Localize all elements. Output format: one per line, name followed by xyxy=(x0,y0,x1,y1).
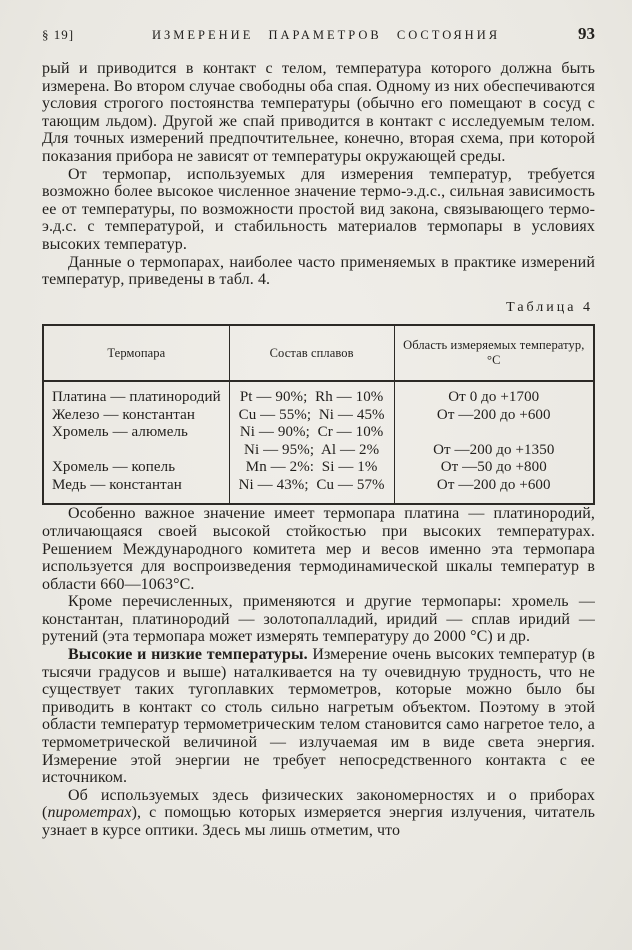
paragraph-table-intro: Данные о термопарах, наиболее часто применяемых в практике измерений температур, приведены в табл. 4. xyxy=(42,253,595,289)
column-header-thermocouple: Термопара xyxy=(43,325,229,381)
table-body xyxy=(43,381,594,504)
paragraph-thermocouple-requirements: От термопар, используемых для измерения температур, требуется возможно более высокое численное значение термо-э.д.с., сильная зависимость ее от температуры, по возможности простой вид закона, связывающего термо-э.д.с. с температурой, и стабильность материалов термопары в условиях высоких температур. xyxy=(42,165,595,253)
column-header-alloy-composition: Состав сплавов xyxy=(229,325,394,381)
cell-temperature-range: От —200 до +600 xyxy=(394,477,594,505)
cell-alloy-composition: Cu — 55%; Ni — 45% xyxy=(229,407,394,425)
cell-alloy-composition: Ni — 90%; Cr — 10% xyxy=(229,424,394,442)
cell-alloy-composition: Pt — 90%; Rh — 10% xyxy=(229,381,394,407)
paragraph-lead-rest: Измерение очень высоких температур (в тысячи градусов и выше) наталкивается на ту очевидную трудность, что не существует таких тугоплавких термометров, которые можно было бы приводить в контакт со столь сильно нагретым объектом. Поэтому в этой области температур термометрическим телом становится само нагретое тело, а термометрической величиной — излучаемая им в виде света энергия. Измерение этой энергии не требует непосредственного контакта с ее источником. xyxy=(42,646,595,787)
table-row xyxy=(43,407,594,425)
paragraph-high-low-temperatures xyxy=(42,646,595,787)
paragraph-pyrometers xyxy=(42,787,595,840)
table-row xyxy=(43,459,594,477)
table-header xyxy=(43,325,594,381)
cell-thermocouple-name xyxy=(43,442,229,460)
paragraph-continuation: рый и приводится в контакт с телом, температура которого должна быть измерена. Во втором случае свободны оба спая. Одному из них обеспечиваются условия строгого постоянства температуры (обычно его помещают в сосуд с тающим льдом). Другой же спай приводится в контакт с исследуемым телом. Для точных измерений предпочтительнее, конечно, вторая схема, при которой показания прибора не зависят от температуры окружающей среды. xyxy=(42,60,595,165)
pyrometers-italic-word: пирометрах xyxy=(47,804,132,822)
cell-temperature-range: От 0 до +1700 xyxy=(394,381,594,407)
running-head xyxy=(42,24,595,44)
paragraph-platinum-rhodium: Особенно важное значение имеет термопара платина — платинородий, отличающаяся своей высокой стойкостью при высоких температурах. Решением Международного комитета мер и весов именно эта термопара используется для воспроизведения термодинамической шкалы температур в области 660—1063°С. xyxy=(42,505,595,593)
paragraph-lead-bold: Высокие и низкие температуры. xyxy=(68,646,308,664)
page-body xyxy=(42,60,595,840)
page-number: 93 xyxy=(577,24,595,43)
pyrometers-text-post: ), с помощью которых измеряется энергия излучения, читатель узнает в курсе оптики. Здесь мы лишь отметим, что xyxy=(42,804,595,839)
cell-temperature-range: От —200 до +600 xyxy=(394,407,594,425)
cell-alloy-composition: Mn — 2%: Si — 1% xyxy=(229,459,394,477)
table-label: Таблица 4 xyxy=(506,299,593,315)
table-row xyxy=(43,424,594,442)
cell-alloy-composition: Ni — 95%; Al — 2% xyxy=(229,442,394,460)
thermocouple-table xyxy=(42,324,595,505)
pyrometers-text-pre: Об используемых здесь физических закономерностях и о приборах ( xyxy=(42,786,595,822)
table-row xyxy=(43,442,594,460)
cell-thermocouple-name: Платина — платинородий xyxy=(52,389,221,406)
cell-thermocouple-name: Медь — константан xyxy=(52,476,182,493)
table-row xyxy=(43,381,594,407)
cell-thermocouple-name: Железо — константан xyxy=(52,406,195,423)
cell-thermocouple-name: Хромель — алюмель xyxy=(52,424,188,441)
cell-temperature-range xyxy=(394,424,594,442)
cell-temperature-range: От —200 до +1350 xyxy=(394,442,594,460)
cell-temperature-range: От —50 до +800 xyxy=(394,459,594,477)
table-row xyxy=(43,477,594,505)
running-title: ИЗМЕРЕНИЕ ПАРАМЕТРОВ СОСТОЯНИЯ xyxy=(152,28,501,42)
cell-thermocouple-name: Хромель — копель xyxy=(52,459,176,476)
paragraph-other-thermocouples: Кроме перечисленных, применяются и другие термопары: хромель — константан, платинородий — золотопалладий, иридий — сплав иридий — рутений (эта термопара может измерять температуру до 2000 °С) и др. xyxy=(42,593,595,646)
cell-alloy-composition: Ni — 43%; Cu — 57% xyxy=(229,477,394,505)
column-header-temperature-range: Область измеряемых температур, °С xyxy=(394,325,594,381)
section-label: § 19] xyxy=(42,27,75,42)
